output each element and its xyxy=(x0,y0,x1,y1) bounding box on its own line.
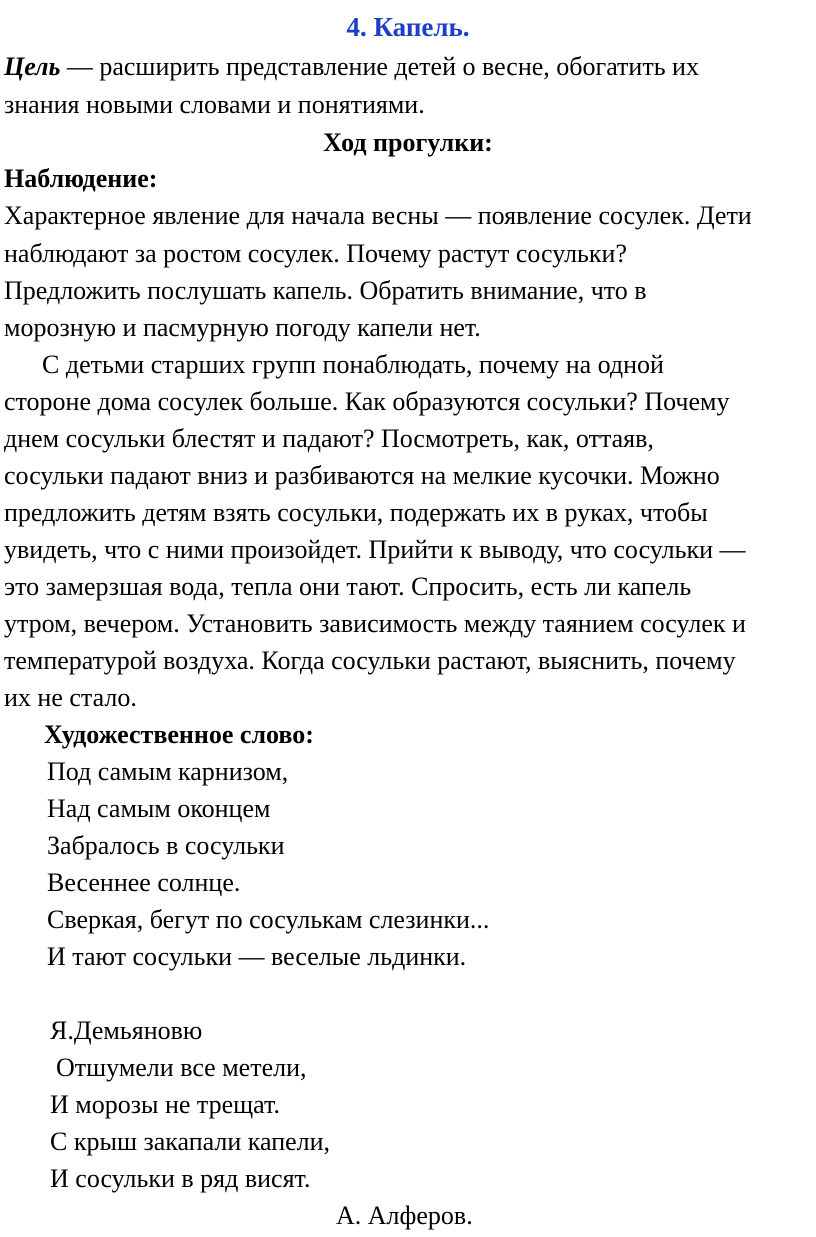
observation-line: С детьми старших групп понаблюдать, почему на одной xyxy=(42,350,664,379)
poem-line: Над самым оконцем xyxy=(47,794,271,823)
poem-line: Весеннее солнце. xyxy=(47,868,241,897)
observation-line: днем сосульки блестят и падают? Посмотреть, как, оттаяв, xyxy=(4,424,654,453)
observation-line: их не стало. xyxy=(4,683,137,712)
observation-line: наблюдают за ростом сосулек. Почему растут сосульки? xyxy=(4,239,627,268)
walk-heading: Ход прогулки: xyxy=(323,128,493,157)
poem-line: И морозы не трещат. xyxy=(50,1090,280,1119)
poem-author: Я.Демьяновю xyxy=(50,1016,203,1045)
goal-line-2: знания новыми словами и понятиями. xyxy=(4,90,425,119)
poem-line: Под самым карнизом, xyxy=(47,757,289,786)
observation-line: утром, вечером. Установить зависимость между таянием сосулек и xyxy=(4,609,746,638)
poem-author: А. Алферов. xyxy=(336,1201,473,1230)
poem-line: И сосульки в ряд висят. xyxy=(50,1164,311,1193)
observation-line: стороне дома сосулек больше. Как образуются сосульки? Почему xyxy=(4,387,730,416)
observation-line: морозную и пасмурную погоду капели нет. xyxy=(4,313,481,342)
poem-line: Забралось в сосульки xyxy=(47,831,285,860)
observation-line: предложить детям взять сосульки, подержать их в руках, чтобы xyxy=(4,498,708,527)
observation-line: температурой воздуха. Когда сосульки растают, выяснить, почему xyxy=(4,646,736,675)
observation-heading: Наблюдение: xyxy=(4,164,158,193)
observation-line: это замерзшая вода, тепла они тают. Спросить, есть ли капель xyxy=(4,572,692,601)
observation-line: увидеть, что с ними произойдет. Прийти к выводу, что сосульки — xyxy=(4,535,746,564)
poem-line: С крыш закапали капели, xyxy=(50,1127,331,1156)
observation-line: сосульки падают вниз и разбиваются на мелкие кусочки. Можно xyxy=(4,461,720,490)
goal-text: — расширить представление детей о весне, обогатить их xyxy=(60,52,699,81)
goal-line xyxy=(4,48,699,86)
poem-line: Отшумели все метели, xyxy=(56,1053,307,1082)
observation-line: Характерное явление для начала весны — появление сосулек. Дети xyxy=(4,201,752,230)
observation-line: Предложить послушать капель. Обратить внимание, что в xyxy=(4,276,647,305)
poem-line: Сверкая, бегут по сосулькам слезинки... xyxy=(47,905,490,934)
poem-line: И тают сосульки — веселые льдинки. xyxy=(47,942,467,971)
goal-label: Цель xyxy=(4,52,61,81)
page-title: 4. Капель. xyxy=(346,12,470,42)
artistic-word-heading: Художественное слово: xyxy=(44,720,314,749)
